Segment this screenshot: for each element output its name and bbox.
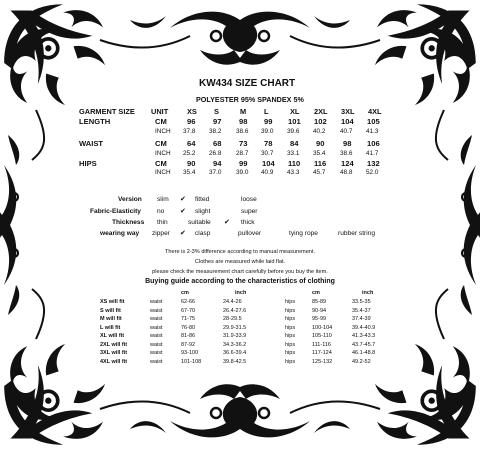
cell-value: 26.8 (209, 150, 222, 157)
cell-value: 99 (239, 159, 248, 168)
guide-cm-value: 105-110 (312, 333, 332, 339)
guide-size-label: XS will fit (100, 299, 125, 305)
attr-label-wearing: wearing way (100, 230, 140, 237)
attr-option: super (241, 208, 258, 215)
cell-value: 94 (213, 159, 222, 168)
attr-option: suitable (188, 219, 211, 226)
guide-cm-value: 117-124 (312, 350, 332, 356)
size-header-4xl: 4XL (368, 107, 382, 116)
cell-value: 90 (316, 139, 325, 148)
guide-col-inch: inch (235, 290, 247, 296)
row-label-hips: HIPS (79, 159, 97, 168)
guide-inch-value: 39.4-40.9 (352, 324, 376, 331)
cell-value: 30.7 (261, 150, 274, 157)
guide-size-label: M will fit (100, 316, 122, 322)
attr-option: zipper (152, 230, 170, 237)
guide-measure: hips (285, 333, 296, 339)
guide-measure: hips (285, 299, 296, 305)
attr-option: slim (157, 196, 169, 203)
cell-value: 84 (290, 139, 299, 148)
guide-cm-value: 85-89 (312, 299, 327, 305)
unit-inch: INCH (155, 128, 171, 135)
guide-measure: hips (285, 341, 296, 348)
cell-value: 38.2 (209, 128, 222, 135)
cell-value: 39.0 (236, 169, 249, 176)
attr-option: clasp (195, 230, 211, 237)
guide-cm-value: 100-104 (312, 324, 333, 331)
row-label-length: LENGTH (79, 117, 111, 126)
cell-value: 40.7 (340, 128, 353, 135)
guide-inch-value: 28-29.5 (223, 316, 242, 322)
guide-inch-value: 39.8-42.5 (223, 358, 247, 365)
cell-value: 124 (341, 159, 354, 168)
guide-measure: hips (285, 358, 296, 365)
cell-value: 40.9 (261, 169, 274, 176)
cell-value: 64 (187, 139, 196, 148)
attr-option: no (157, 208, 165, 215)
cell-value: 104 (341, 117, 354, 126)
cell-value: 105 (367, 117, 380, 126)
guide-cm-value: 101-108 (181, 358, 202, 365)
attr-option: thin (157, 219, 168, 226)
size-header-xs: XS (187, 107, 197, 116)
guide-measure: waist (150, 307, 163, 314)
guide-inch-value: 49.2-52 (352, 358, 371, 365)
attr-option: loose (241, 196, 257, 203)
guide-measure: waist (150, 316, 163, 322)
guide-measure: waist (150, 350, 163, 356)
cell-value: 39.0 (261, 128, 274, 135)
guide-measure: waist (150, 333, 163, 339)
attr-option: rubber string (338, 230, 376, 237)
cell-value: 132 (367, 159, 380, 168)
attr-label-thickness: Thickness (112, 219, 145, 226)
cell-value: 48.8 (340, 169, 353, 176)
unit-cm: CM (155, 159, 167, 168)
check-mark-icon: ✔ (224, 219, 230, 226)
cell-value: 25.2 (183, 150, 196, 157)
guide-measure: hips (285, 316, 296, 322)
guide-inch-value: 34.3-36.2 (223, 341, 247, 348)
material-subtitle: POLYESTER 95% SPANDEX 5% (196, 95, 304, 104)
attr-option: thick (241, 219, 255, 226)
guide-inch-value: 29.9-31.5 (223, 324, 247, 331)
attr-option: fitted (195, 196, 210, 203)
guide-inch-value: 43.7-45.7 (352, 341, 376, 348)
cell-value: 116 (314, 159, 327, 168)
unit-header: UNIT (151, 107, 169, 116)
cell-value: 97 (213, 117, 222, 126)
guide-title: Buying guide according to the characteristics of clothing (145, 278, 335, 285)
guide-cm-value: 81-86 (181, 333, 196, 339)
guide-inch-value: 46.1-48.8 (352, 350, 376, 356)
cell-value: 35.4 (183, 169, 196, 176)
guide-cm-value: 76-80 (181, 324, 196, 331)
guide-cm-value: 62-66 (181, 299, 196, 305)
guide-col-cm2: cm (312, 290, 320, 296)
guide-size-label: S will fit (100, 307, 121, 314)
guide-cm-value: 95-99 (312, 316, 327, 322)
unit-inch: INCH (155, 169, 171, 176)
guide-inch-value: 37.4-39 (352, 316, 371, 322)
chart-title: KW434 SIZE CHART (199, 78, 296, 89)
cell-value: 38.6 (236, 128, 249, 135)
guide-size-label: 3XL will fit (100, 350, 128, 356)
guide-measure: hips (285, 350, 296, 356)
attr-label-version: Version (118, 196, 142, 203)
guide-cm-value: 87-92 (181, 341, 196, 348)
guide-col-inch2: inch (362, 290, 374, 296)
cell-value: 106 (367, 139, 380, 148)
size-header-xl: XL (290, 107, 300, 116)
guide-cm-value: 71-75 (181, 316, 196, 322)
size-header-3xl: 3XL (341, 107, 355, 116)
cell-value: 45.7 (313, 169, 326, 176)
row-label-waist: WAIST (79, 139, 104, 148)
cell-value: 110 (288, 159, 301, 168)
guide-inch-value: 33.5-35 (352, 299, 371, 305)
cell-value: 90 (187, 159, 196, 168)
guide-cm-value: 93-100 (181, 350, 199, 356)
guide-cm-value: 90-94 (312, 307, 327, 314)
note-line: Clothes are measured while laid flat. (194, 259, 286, 265)
guide-measure: waist (150, 358, 163, 365)
size-header-m: M (240, 107, 247, 116)
cell-value: 68 (213, 139, 222, 148)
cell-value: 38.6 (340, 150, 353, 157)
cell-value: 43.3 (287, 169, 300, 176)
unit-cm: CM (155, 139, 167, 148)
cell-value: 37.0 (209, 169, 222, 176)
guide-inch-value: 36.6-39.4 (223, 350, 247, 356)
unit-inch: INCH (155, 150, 171, 157)
attr-option: tying rope (289, 230, 318, 237)
note-line: please check the measurement chart carefully before you buy the item. (152, 269, 328, 275)
guide-measure: hips (285, 324, 296, 331)
cell-value: 99 (264, 117, 273, 126)
cell-value: 104 (262, 159, 275, 168)
guide-inch-value: 26.4-27.6 (223, 307, 247, 314)
guide-cm-value: 111-116 (312, 341, 331, 348)
attr-label-elasticity: Fabric-Elasticity (90, 208, 141, 215)
note-line: There is 2-3% difference according to manual measurement. (164, 249, 316, 255)
guide-cm-value: 125-132 (312, 358, 333, 365)
guide-size-label: 2XL will fit (100, 341, 128, 348)
cell-value: 40.2 (313, 128, 326, 135)
guide-measure: waist (150, 324, 163, 331)
size-header-s: S (214, 107, 219, 116)
guide-measure: hips (285, 307, 296, 314)
cell-value: 37.8 (183, 128, 196, 135)
cell-value: 102 (314, 117, 327, 126)
guide-size-label: 4XL will fit (100, 358, 128, 365)
guide-measure: waist (150, 299, 163, 305)
guide-inch-value: 31.9-33.9 (223, 333, 247, 339)
guide-inch-value: 24.4-26 (223, 299, 242, 305)
garment-size-header: GARMENT SIZE (79, 107, 135, 116)
cell-value: 101 (288, 117, 301, 126)
cell-value: 28.7 (236, 150, 249, 157)
attr-option: pullover (238, 230, 262, 237)
guide-size-label: L will fit (100, 324, 121, 331)
guide-inch-value: 41.3-43.3 (352, 333, 376, 339)
cell-value: 73 (239, 139, 248, 148)
unit-cm: CM (155, 117, 167, 126)
cell-value: 33.1 (287, 150, 300, 157)
cell-value: 35.4 (313, 150, 326, 157)
cell-value: 98 (343, 139, 352, 148)
guide-size-label: XL will fit (100, 333, 125, 339)
cell-value: 52.0 (366, 169, 379, 176)
cell-value: 41.3 (366, 128, 379, 135)
cell-value: 39.6 (287, 128, 300, 135)
check-mark-icon: ✔ (180, 230, 186, 237)
cell-value: 41.7 (366, 150, 379, 157)
guide-col-cm: cm (181, 290, 189, 296)
guide-inch-value: 35.4-37 (352, 307, 371, 314)
cell-value: 98 (239, 117, 248, 126)
guide-measure: waist (150, 341, 163, 348)
check-mark-icon: ✔ (180, 196, 186, 203)
cell-value: 78 (264, 139, 273, 148)
guide-cm-value: 67-70 (181, 307, 196, 314)
size-header-2xl: 2XL (314, 107, 328, 116)
size-header-l: L (264, 107, 269, 116)
cell-value: 96 (187, 117, 196, 126)
check-mark-icon: ✔ (180, 208, 186, 215)
attr-option: slight (195, 208, 211, 215)
